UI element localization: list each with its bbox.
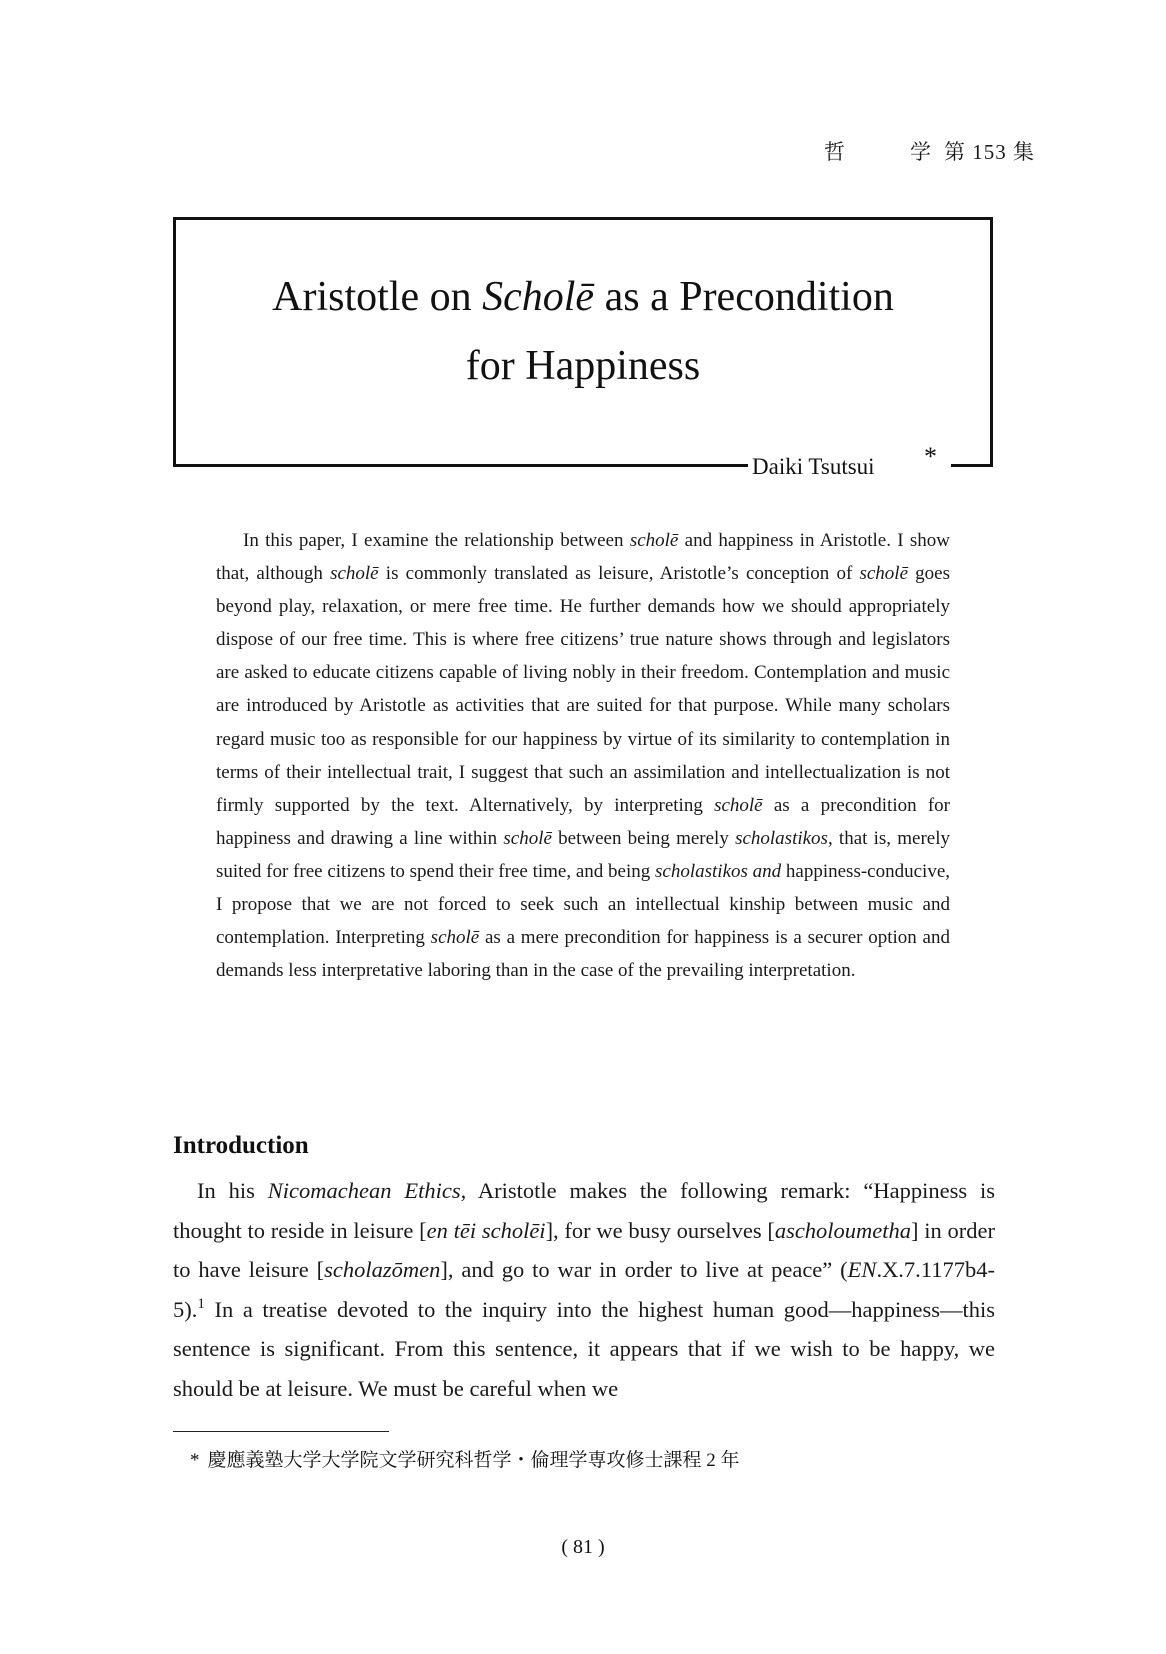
title-box-bottom-rule (173, 464, 748, 467)
journal-name-part1: 哲 (824, 140, 846, 164)
running-head (780, 136, 1050, 170)
page-number: ( 81 ) (561, 1536, 605, 1558)
journal-name-part2: 学 (910, 140, 932, 164)
section-heading-introduction: Introduction (173, 1132, 309, 1159)
introduction-paragraph: In his Nicomachean Ethics, Aristotle makes the following remark: “Happiness is thought to reside in leisure [en tēi scholēi], for we busy ourselves [ascholoumetha] in order to have leisure [scholazōmen], and go to war in order to live at peace” (EN.X.7.1177b4-5).$^1$ In a treatise devoted to the inquiry into the highest human good—happiness—this sentence is significant. From this sentence, it appears that if we wish to be happy, we should be at leisure. We must be careful when we (173, 1178, 995, 1401)
title-line-1: Aristotle on Scholē as a Precondition (272, 274, 894, 320)
volume-number: 第 153 集 (944, 140, 1035, 164)
title-line-2: for Happiness (465, 343, 701, 389)
abstract: In this paper, I examine the relationship between scholē and happiness in Aristotle. I show that, although scholē is commonly translated as leisure, Aristotle’s conception of scholē goes beyond play, relaxation, or mere free time. He further demands how we should appropriately dispose of our free time. This is where free citizens’ true nature shows through and legislators are asked to educate citizens capable of living nobly in their freedom. Contemplation and music are introduced by Aristotle as activities that are suited for that purpose. While many scholars regard music too as responsible for our happiness by virtue of its similarity to contemplation in terms of their intellectual trait, I suggest that such an assimilation and intellectualization is not firmly supported by the text. Alternatively, by interpreting scholē as a precondition for happiness and drawing a line within scholē between being merely scholastikos, that is, merely suited for free citizens to spend their free time, and being scholastikos and happiness-conducive, I propose that we are not forced to seek such an intellectual kinship between music and contemplation. Interpreting scholē as a mere precondition for happiness is a securer option and demands less interpretative laboring than in the case of the prevailing interpretation. (216, 530, 951, 982)
footnote-divider (173, 1431, 389, 1432)
footnote-affiliation: * 慶應義塾大学大学院文学研究科哲学・倫理学専攻修士課程 2 年 (190, 1450, 740, 1471)
author-footnote-mark: * (924, 442, 937, 471)
title-box (173, 217, 993, 467)
title-box-bottom-rule-end (951, 464, 993, 467)
author-name: Daiki Tsutsui * (752, 442, 937, 479)
footnote-reference-1: 1 (197, 1295, 205, 1312)
